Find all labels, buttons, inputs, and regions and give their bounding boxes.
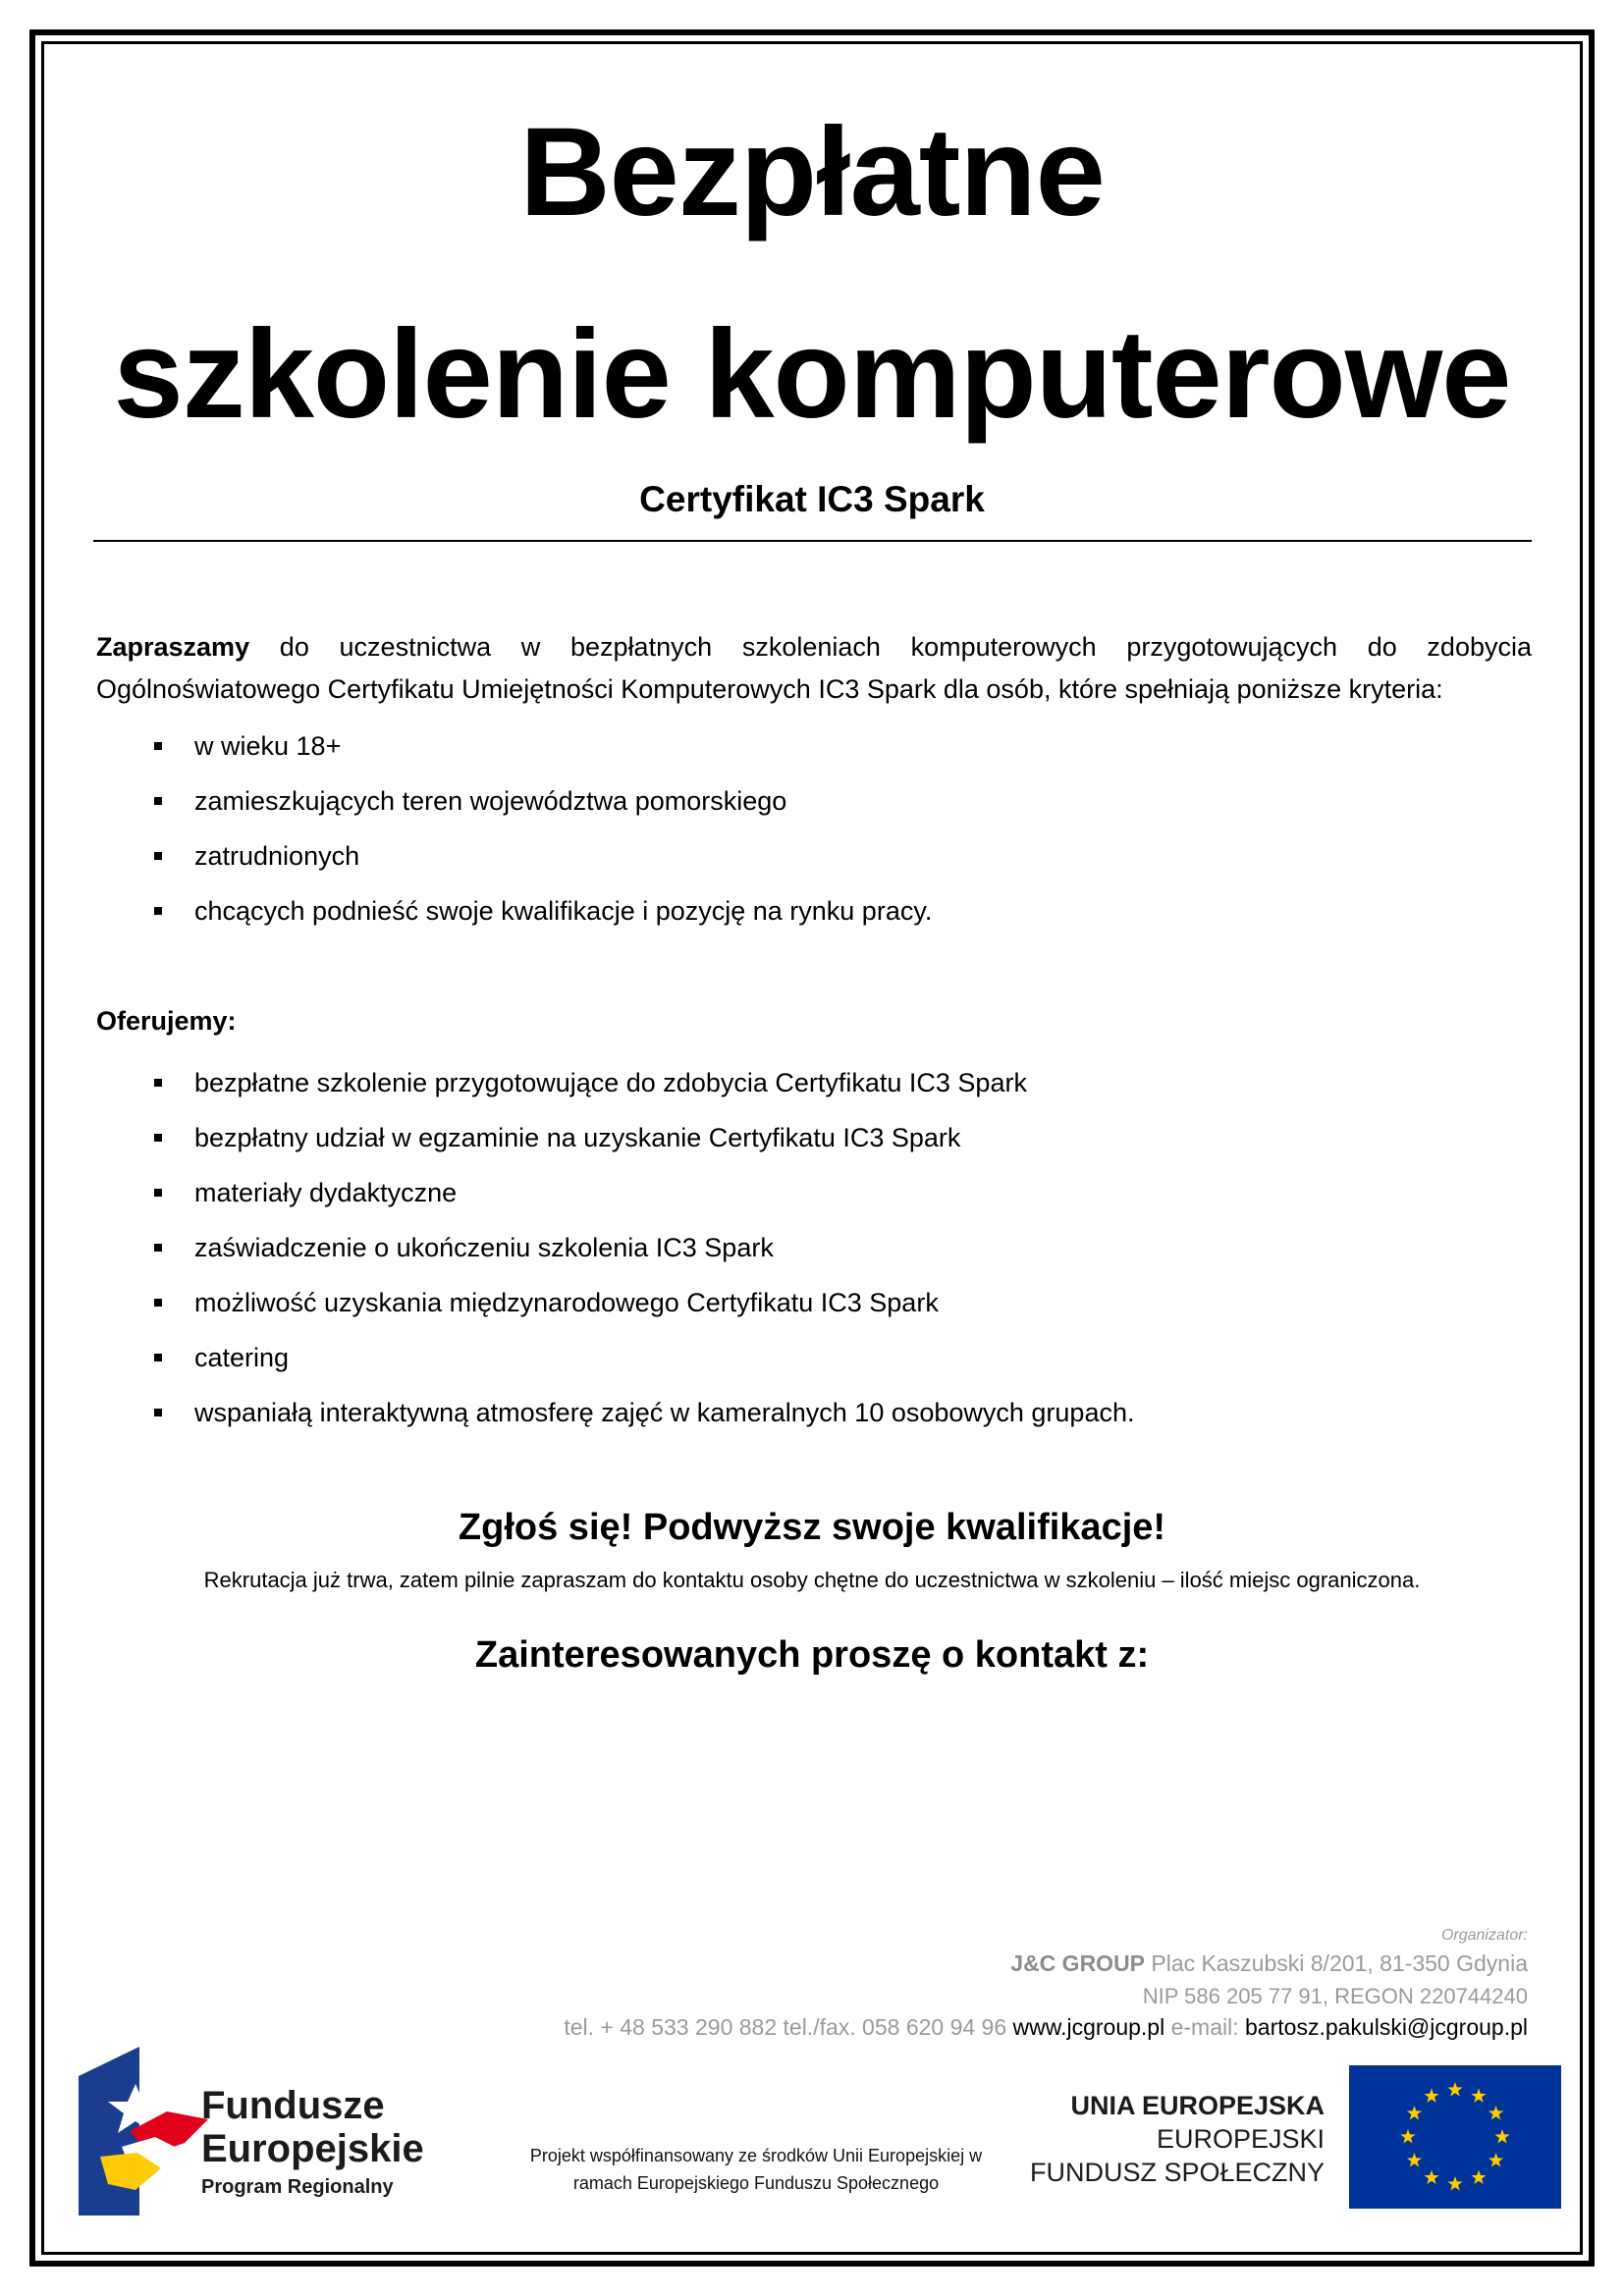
bullet-square-icon [154, 907, 162, 915]
title-divider [93, 540, 1532, 542]
organizer-address: J&C GROUP Plac Kaszubski 8/201, 81-350 Gdynia [1010, 1950, 1528, 1976]
organizer-name: J&C GROUP [1010, 1950, 1146, 1976]
organizer-website-link[interactable]: www.jcgroup.pl [1012, 2014, 1165, 2040]
bullet-square-icon [154, 1189, 162, 1197]
bullet-square-icon [154, 1354, 162, 1362]
eu-flag-icon [1349, 2065, 1561, 2209]
recruitment-note: Rekrutacja już trwa, zatem pilnie zapraszam do kontaktu osoby chętne do uczestnictwa w szkoleniu – ilość miejsc ograniczona. [203, 1568, 1421, 1592]
fundusze-europejskie-wordmark: Fundusze Europejskie Program Regionalny [201, 2084, 424, 2198]
bullet-square-icon [154, 1409, 162, 1416]
title-line-1: Bezpłatne [519, 102, 1105, 242]
organizer-label: Organizator: [1440, 1927, 1528, 1944]
intro-paragraph [96, 626, 1532, 711]
bullet-square-icon [154, 1134, 162, 1142]
eu-social-fund-text: UNIA EUROPEJSKA EUROPEJSKI FUNDUSZ SPOŁECZNY [1029, 2091, 1325, 2187]
cofinancing-note: Projekt współfinansowany ze środków Unii Europejskiej w ramach Europejskiego Funduszu Społecznego [529, 2146, 983, 2193]
organizer-email-link[interactable]: bartosz.pakulski@jcgroup.pl [1245, 2014, 1528, 2040]
offer-label: Oferujemy: [96, 1006, 237, 1036]
bullet-square-icon [154, 852, 162, 860]
bullet-square-icon [154, 1079, 162, 1087]
bullet-square-icon [154, 1299, 162, 1307]
bullet-square-icon [154, 742, 162, 750]
intro-lead: Zapraszamy [96, 632, 250, 662]
organizer-contact: tel. + 48 533 290 882 tel./fax. 058 620 94 96 www.jcgroup.pl e-mail: bartosz.pakulski@jcgroup.pl [564, 2014, 1528, 2040]
title-line-2: szkolenie komputerowe [113, 304, 1511, 445]
bullet-square-icon [154, 797, 162, 805]
contact-heading: Zainteresowanych proszę o kontakt z: [474, 1634, 1150, 1676]
bullet-square-icon [154, 1244, 162, 1252]
fundusze-europejskie-logo-icon [79, 2047, 216, 2216]
organizer-ids: NIP 586 205 77 91, REGON 220744240 [1142, 1984, 1528, 2008]
organizer-phones: tel. + 48 533 290 882 tel./fax. 058 620 94 96 [564, 2014, 1013, 2040]
intro-text: do uczestnictwa w bezpłatnych szkoleniach komputerowych przygotowujących do zdobycia Ogólnoświatowego Certyfikatu Umiejętności Komputerowych IC3 Spark dla osób, które spełniają poniższe kryteria: [96, 632, 1532, 704]
cta-headline: Zgłoś się! Podwyższ swoje kwalifikacje! [458, 1507, 1166, 1548]
subtitle: Certyfikat IC3 Spark [639, 479, 985, 519]
